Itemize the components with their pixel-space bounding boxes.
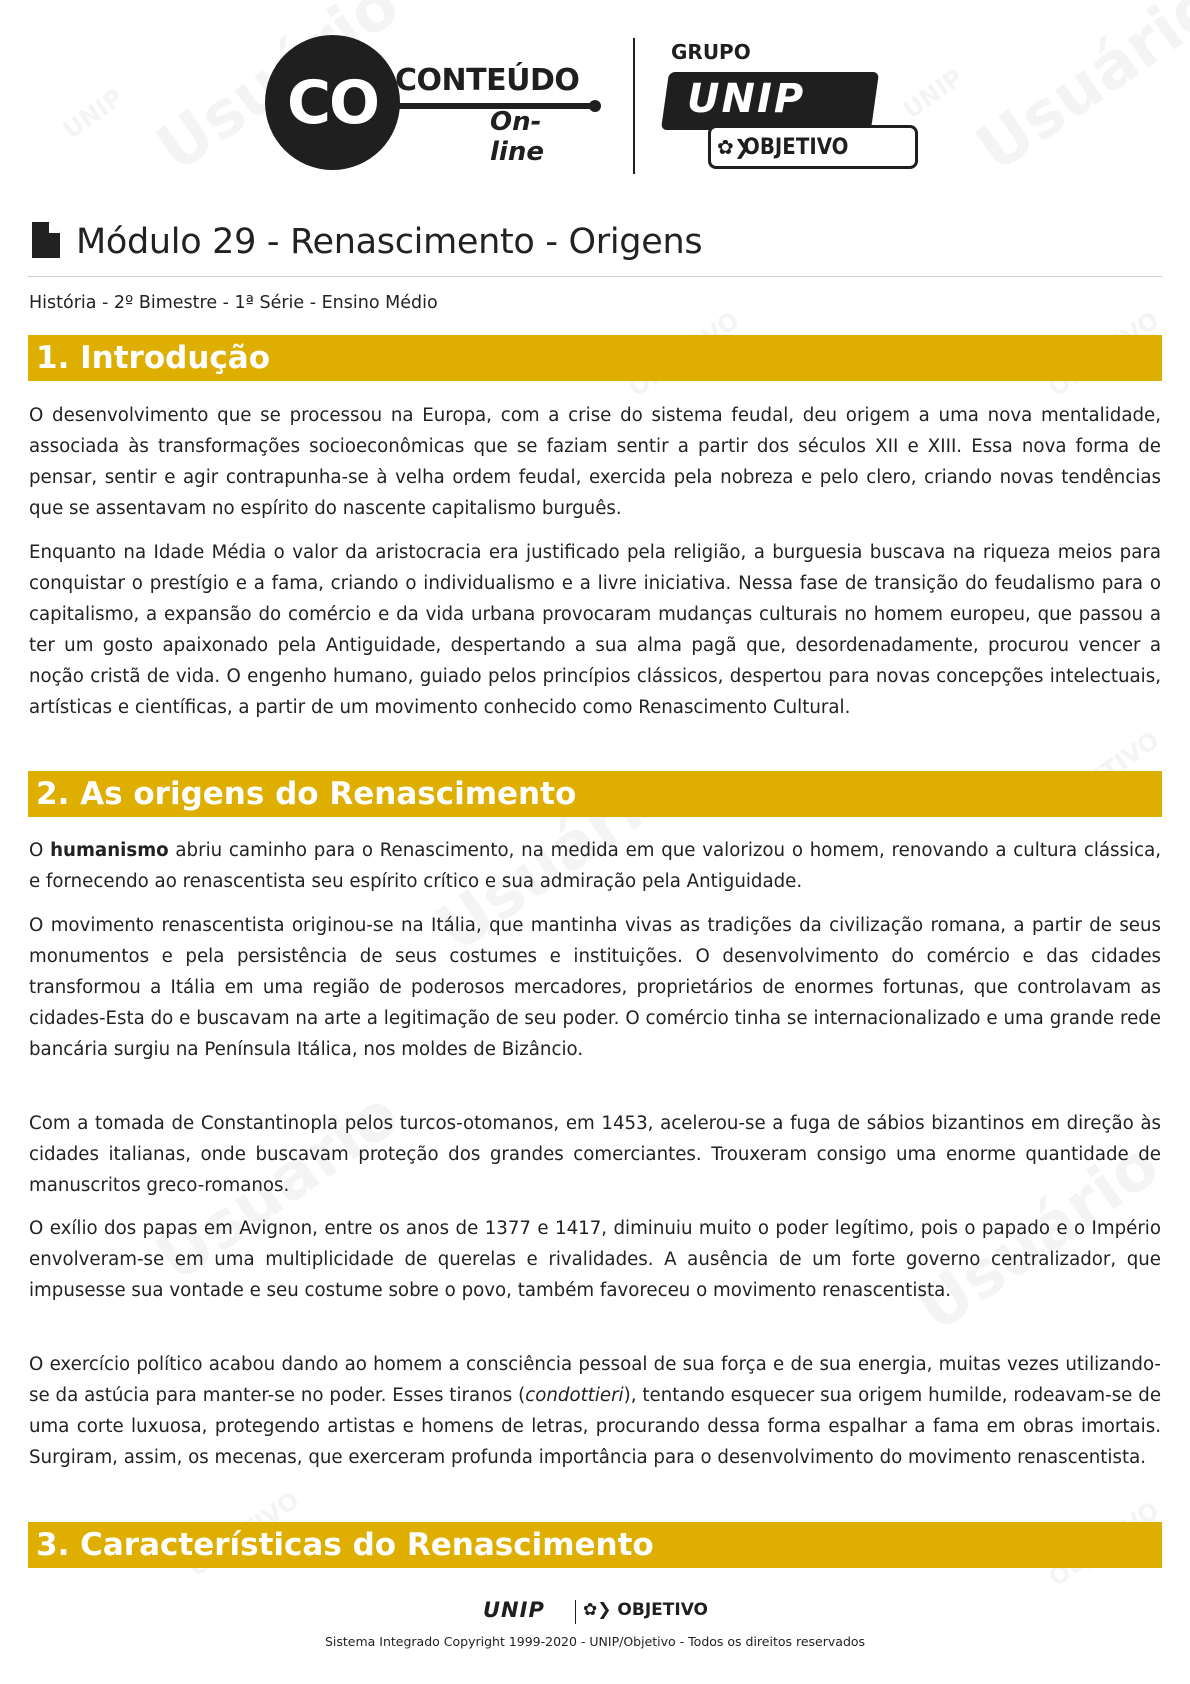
co-logo-title: CONTEÚDO (395, 63, 580, 98)
text-run: O exercício político acabou dando ao homem a consciência pessoal de sua força e de sua energia, muitas vezes utilizando-se da astúcia para manter-se no poder. Esses tiranos ( (29, 1354, 1161, 1406)
grupo-label: GRUPO (671, 40, 751, 64)
italic-term-condottieri: condottieri (525, 1385, 624, 1406)
objetivo-mark-icon: ✿❯ (583, 1600, 618, 1620)
text-run: ), tentando esquecer sua origem humilde, rodeavam-se de uma corte luxuosa, protegendo artistas e homens de letras, procurando dessa forma espalhar a fama em obras imortais. Surgiram, assim, os mecenas, que exerceram profunda importância para o desenvolvimento do movimento renascentista. (29, 1385, 1162, 1468)
header-logos (0, 35, 1190, 175)
section-heading-caracteristicas: 3. Características do Renascimento (28, 1522, 1162, 1568)
title-divider (28, 276, 1162, 277)
grupo-unip-objetivo-logo (665, 40, 925, 175)
paragraph (29, 835, 1161, 897)
co-circle-mark: CO (265, 35, 400, 170)
paragraph: O exílio dos papas em Avignon, entre os anos de 1377 e 1417, diminuiu muito o poder legítimo, pois o papado e o Império envolveram-se em uma multiplicidade de querelas e rivalidades. A ausência de um forte governo centralizador, que impusesse sua vontade e seu costume sobre o povo, também favoreceu o movimento renascentista. (29, 1218, 1161, 1301)
section-heading-introducao: 1. Introdução (28, 335, 1162, 381)
text-run: abriu caminho para o Renascimento, na medida em que valorizou o homem, renovando a cultura clássica, e fornecendo ao renascentista seu espírito crítico e sua admiração pela Antiguidade. (29, 840, 1161, 892)
header-divider (633, 38, 635, 174)
document-icon (32, 222, 60, 258)
objetivo-logo-text: OBJETIVO (743, 135, 849, 160)
footer-objetivo-text (583, 1600, 708, 1620)
footer-unip-text: UNIP (483, 1598, 545, 1622)
footer-logo (0, 1598, 1190, 1626)
footer-logo-divider (575, 1600, 576, 1624)
bold-term-humanismo: humanismo (50, 840, 169, 861)
paragraph (29, 1349, 1161, 1473)
objetivo-mark-icon: ✿❯ (717, 135, 751, 159)
unip-logo-text: UNIP (687, 76, 806, 122)
page-title: Módulo 29 - Renascimento - Origens (76, 222, 703, 262)
breadcrumb: História - 2º Bimestre - 1ª Série - Ensino Médio (29, 293, 438, 313)
paragraph: O movimento renascentista originou-se na Itália, que mantinha vivas as tradições da civilização romana, a partir de seus monumentos e pela persistência de seus costumes e instituições. O desenvolvimento do comércio e das cidades transformou a Itália em uma região de poderosos mercadores, proprietários de enormes fortunas, que controlavam as cidades-Esta do e buscavam na arte a legitimação de seu poder. O comércio tinha se internacionalizado e uma grande rede bancária surgiu na Península Itálica, nos moldes de Bizâncio. (29, 915, 1161, 1060)
co-logo-subtitle: On-line (490, 107, 544, 167)
footer-objetivo-label: OBJETIVO (617, 1600, 708, 1620)
footer-copyright: Sistema Integrado Copyright 1999-2020 - UNIP/Objetivo - Todos os direitos reservados (324, 1634, 866, 1649)
text-run: O (29, 840, 51, 861)
paragraph: O desenvolvimento que se processou na Europa, com a crise do sistema feudal, deu origem a uma nova mentalidade, associada às transformações socioeconômicas que se faziam sentir a partir dos séculos XII e XIII. Essa nova forma de pensar, sentir e agir contrapunha-se à velha ordem feudal, exercida pela nobreza e pelo clero, criando novas tendências que se assentavam no espírito do nascente capitalismo burguês. (29, 405, 1161, 519)
section-heading-origens: 2. As origens do Renascimento (28, 771, 1162, 817)
paragraph: Enquanto na Idade Média o valor da aristocracia era justificado pela religião, a burguesia buscava na riqueza meios para conquistar o prestígio e a fama, criando o individualismo e a livre iniciativa. Nessa fase de transição do feudalismo para o capitalismo, a expansão do comércio e da vida urbana provocaram mudanças culturais no homem europeu, que passou a ter um gosto apaixonado pela Antiguidade, despertando a sua alma pagã que, desordenadamente, procurou vencer a noção cristã de vida. O engenho humano, guiado pelos princípios clássicos, despertou para novas concepções intelectuais, artísticas e científicas, a partir de um movimento conhecido como Renascimento Cultural. (29, 542, 1161, 718)
paragraph: Com a tomada de Constantinopla pelos turcos-otomanos, em 1453, acelerou-se a fuga de sábios bizantinos em direção às cidades italianas, onde buscavam proteção dos grandes comerciantes. Trouxeram consigo uma enorme quantidade de manuscritos greco-romanos. (29, 1113, 1161, 1196)
